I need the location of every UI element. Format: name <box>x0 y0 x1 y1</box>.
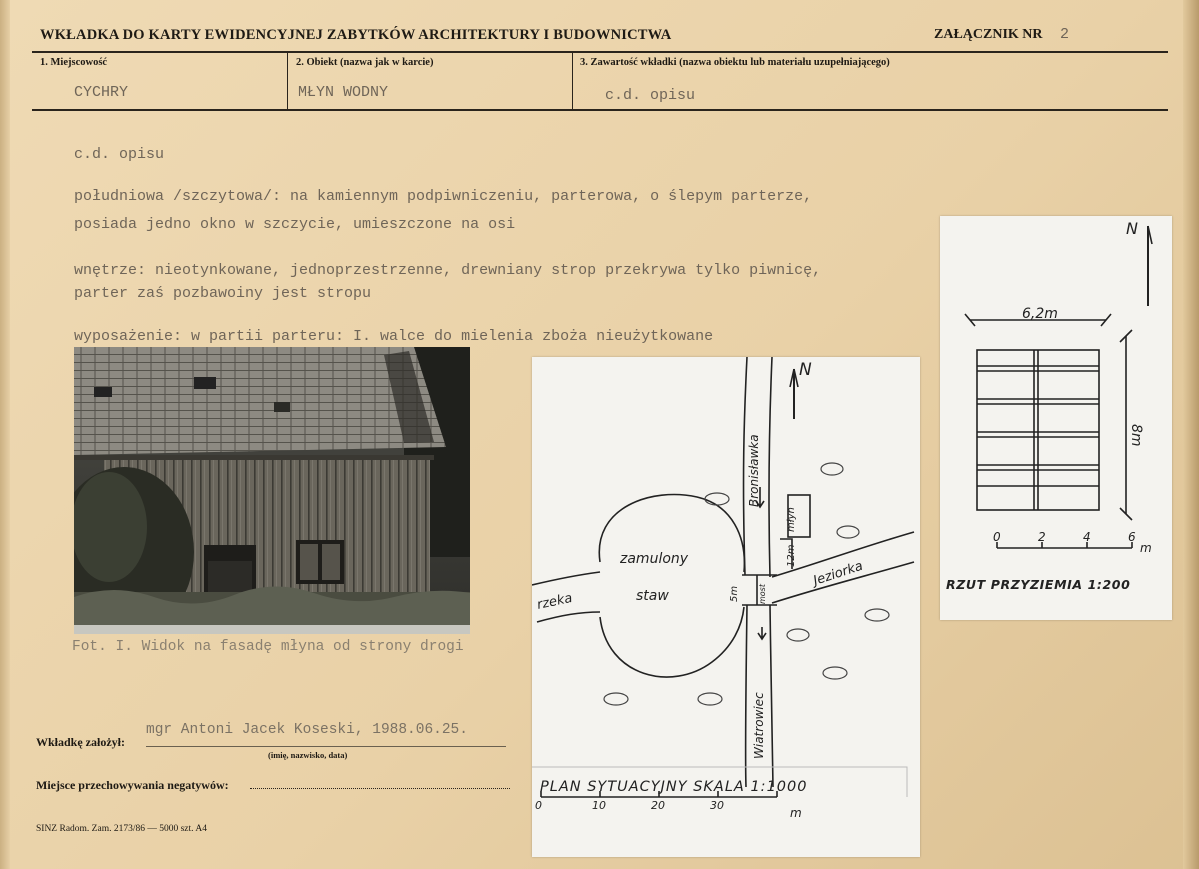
floor-plan-title: RZUT PRZYZIEMIA 1:200 <box>946 577 1131 592</box>
site-scale-tick-10: 10 <box>592 799 606 812</box>
form-title: WKŁADKA DO KARTY EWIDENCYJNEJ ZABYTKÓW ARCHITEKTURY I BUDOWNICTWA <box>40 27 672 43</box>
dimension-5m-label: 5m <box>729 585 740 602</box>
road-east-edge-top <box>769 357 772 577</box>
floor-width-label: 6,2m <box>1022 306 1058 322</box>
mill-photo <box>74 347 470 634</box>
floor-scale-unit: m <box>1140 541 1152 555</box>
field-2-label: 2. Obiekt (nazwa jak w karcie) <box>296 57 434 68</box>
field-3-value: c.d. opisu <box>605 87 696 104</box>
body-line-1: c.d. opisu <box>74 146 165 163</box>
attachment-label: ZAŁĄCZNIK NR <box>934 27 1043 42</box>
field-divider-2 <box>572 51 573 109</box>
site-scale-tick-0: 0 <box>535 799 542 812</box>
site-plan-sheet <box>532 357 920 857</box>
pond-label-1: zamulony <box>620 551 689 567</box>
author-value: mgr Antoni Jacek Koseski, 1988.06.25. <box>146 722 468 738</box>
floor-plan-sheet <box>940 216 1172 620</box>
photo-caption: Fot. I. Widok na fasadę młyna od strony drogi <box>72 639 464 655</box>
attachment-number: 2 <box>1060 26 1070 43</box>
site-scale-tick-20: 20 <box>651 799 665 812</box>
header-rule-top <box>32 51 1168 53</box>
river-bottom <box>537 612 600 622</box>
mill-photo-image <box>74 347 470 634</box>
field-1-label: 1. Miejscowość <box>40 57 108 68</box>
site-north-label: N <box>799 360 812 380</box>
field-3-label: 3. Zawartość wkładki (nazwa obiektu lub materiału uzupełniającego) <box>580 57 890 68</box>
bridge-label: most <box>758 584 767 604</box>
card-edge-right <box>1183 0 1199 869</box>
floor-north-label: N <box>1126 219 1138 238</box>
street-top-label: Bronisławka <box>747 434 761 507</box>
print-info: SINZ Radom. Zam. 2173/86 — 5000 szt. A4 <box>36 824 207 834</box>
site-scale-unit: m <box>790 806 802 820</box>
pond-bottom <box>600 607 744 677</box>
site-scale-tick-30: 30 <box>710 799 724 812</box>
body-line-4: wnętrze: nieotynkowane, jednoprzestrzenne, drewniany strop przekrywa tylko piwnicę, <box>74 262 822 279</box>
author-label: Wkładkę założył: <box>36 735 125 749</box>
floor-length-label: 8m <box>1128 424 1144 447</box>
floor-scale-tick-0: 0 <box>993 530 1001 544</box>
street-bottom-label: Wiatrowiec <box>752 692 766 759</box>
body-line-3: posiada jedno okno w szczycie, umieszczone na osi <box>74 216 516 233</box>
body-line-5: parter zaś pozbawoiny jest stropu <box>74 285 372 302</box>
floor-scale-tick-2: 2 <box>1038 530 1046 544</box>
body-line-6: wyposażenie: w partii parteru: I. walce do mielenia zboża nieużytkowane <box>74 328 714 345</box>
road-east-edge-bottom <box>770 605 773 787</box>
field-2-value: MŁYN WODNY <box>298 84 389 101</box>
mill-label: młyn <box>786 507 797 532</box>
author-line <box>146 746 506 747</box>
body-line-2: południowa /szczytowa/: na kamiennym podpiwniczeniu, parterowa, o ślepym parterze, <box>74 188 813 205</box>
floor-scale-tick-4: 4 <box>1083 530 1091 544</box>
river-label: rzeka <box>535 590 574 613</box>
river-top <box>532 572 600 585</box>
header-rule-bottom <box>32 109 1168 111</box>
author-hint: (imię, nazwisko, data) <box>268 750 348 760</box>
negatives-line <box>250 788 510 789</box>
pond-label-2: staw <box>636 588 669 604</box>
floor-plan-drawing <box>940 216 1172 620</box>
floor-scale-tick-6: 6 <box>1128 530 1136 544</box>
field-1-value: CYCHRY <box>74 84 129 101</box>
creek-label: Jeziorka <box>811 558 865 589</box>
dimension-12m-label: 12m <box>786 544 797 567</box>
site-plan-drawing <box>532 357 920 857</box>
site-plan-title: PLAN SYTUACYJNY SKALA 1:1000 <box>540 779 808 795</box>
negatives-label: Miejsce przechowywania negatywów: <box>36 778 229 792</box>
field-divider-1 <box>287 51 288 109</box>
road-west-edge-bottom <box>746 605 747 787</box>
card-edge-left <box>0 0 10 869</box>
